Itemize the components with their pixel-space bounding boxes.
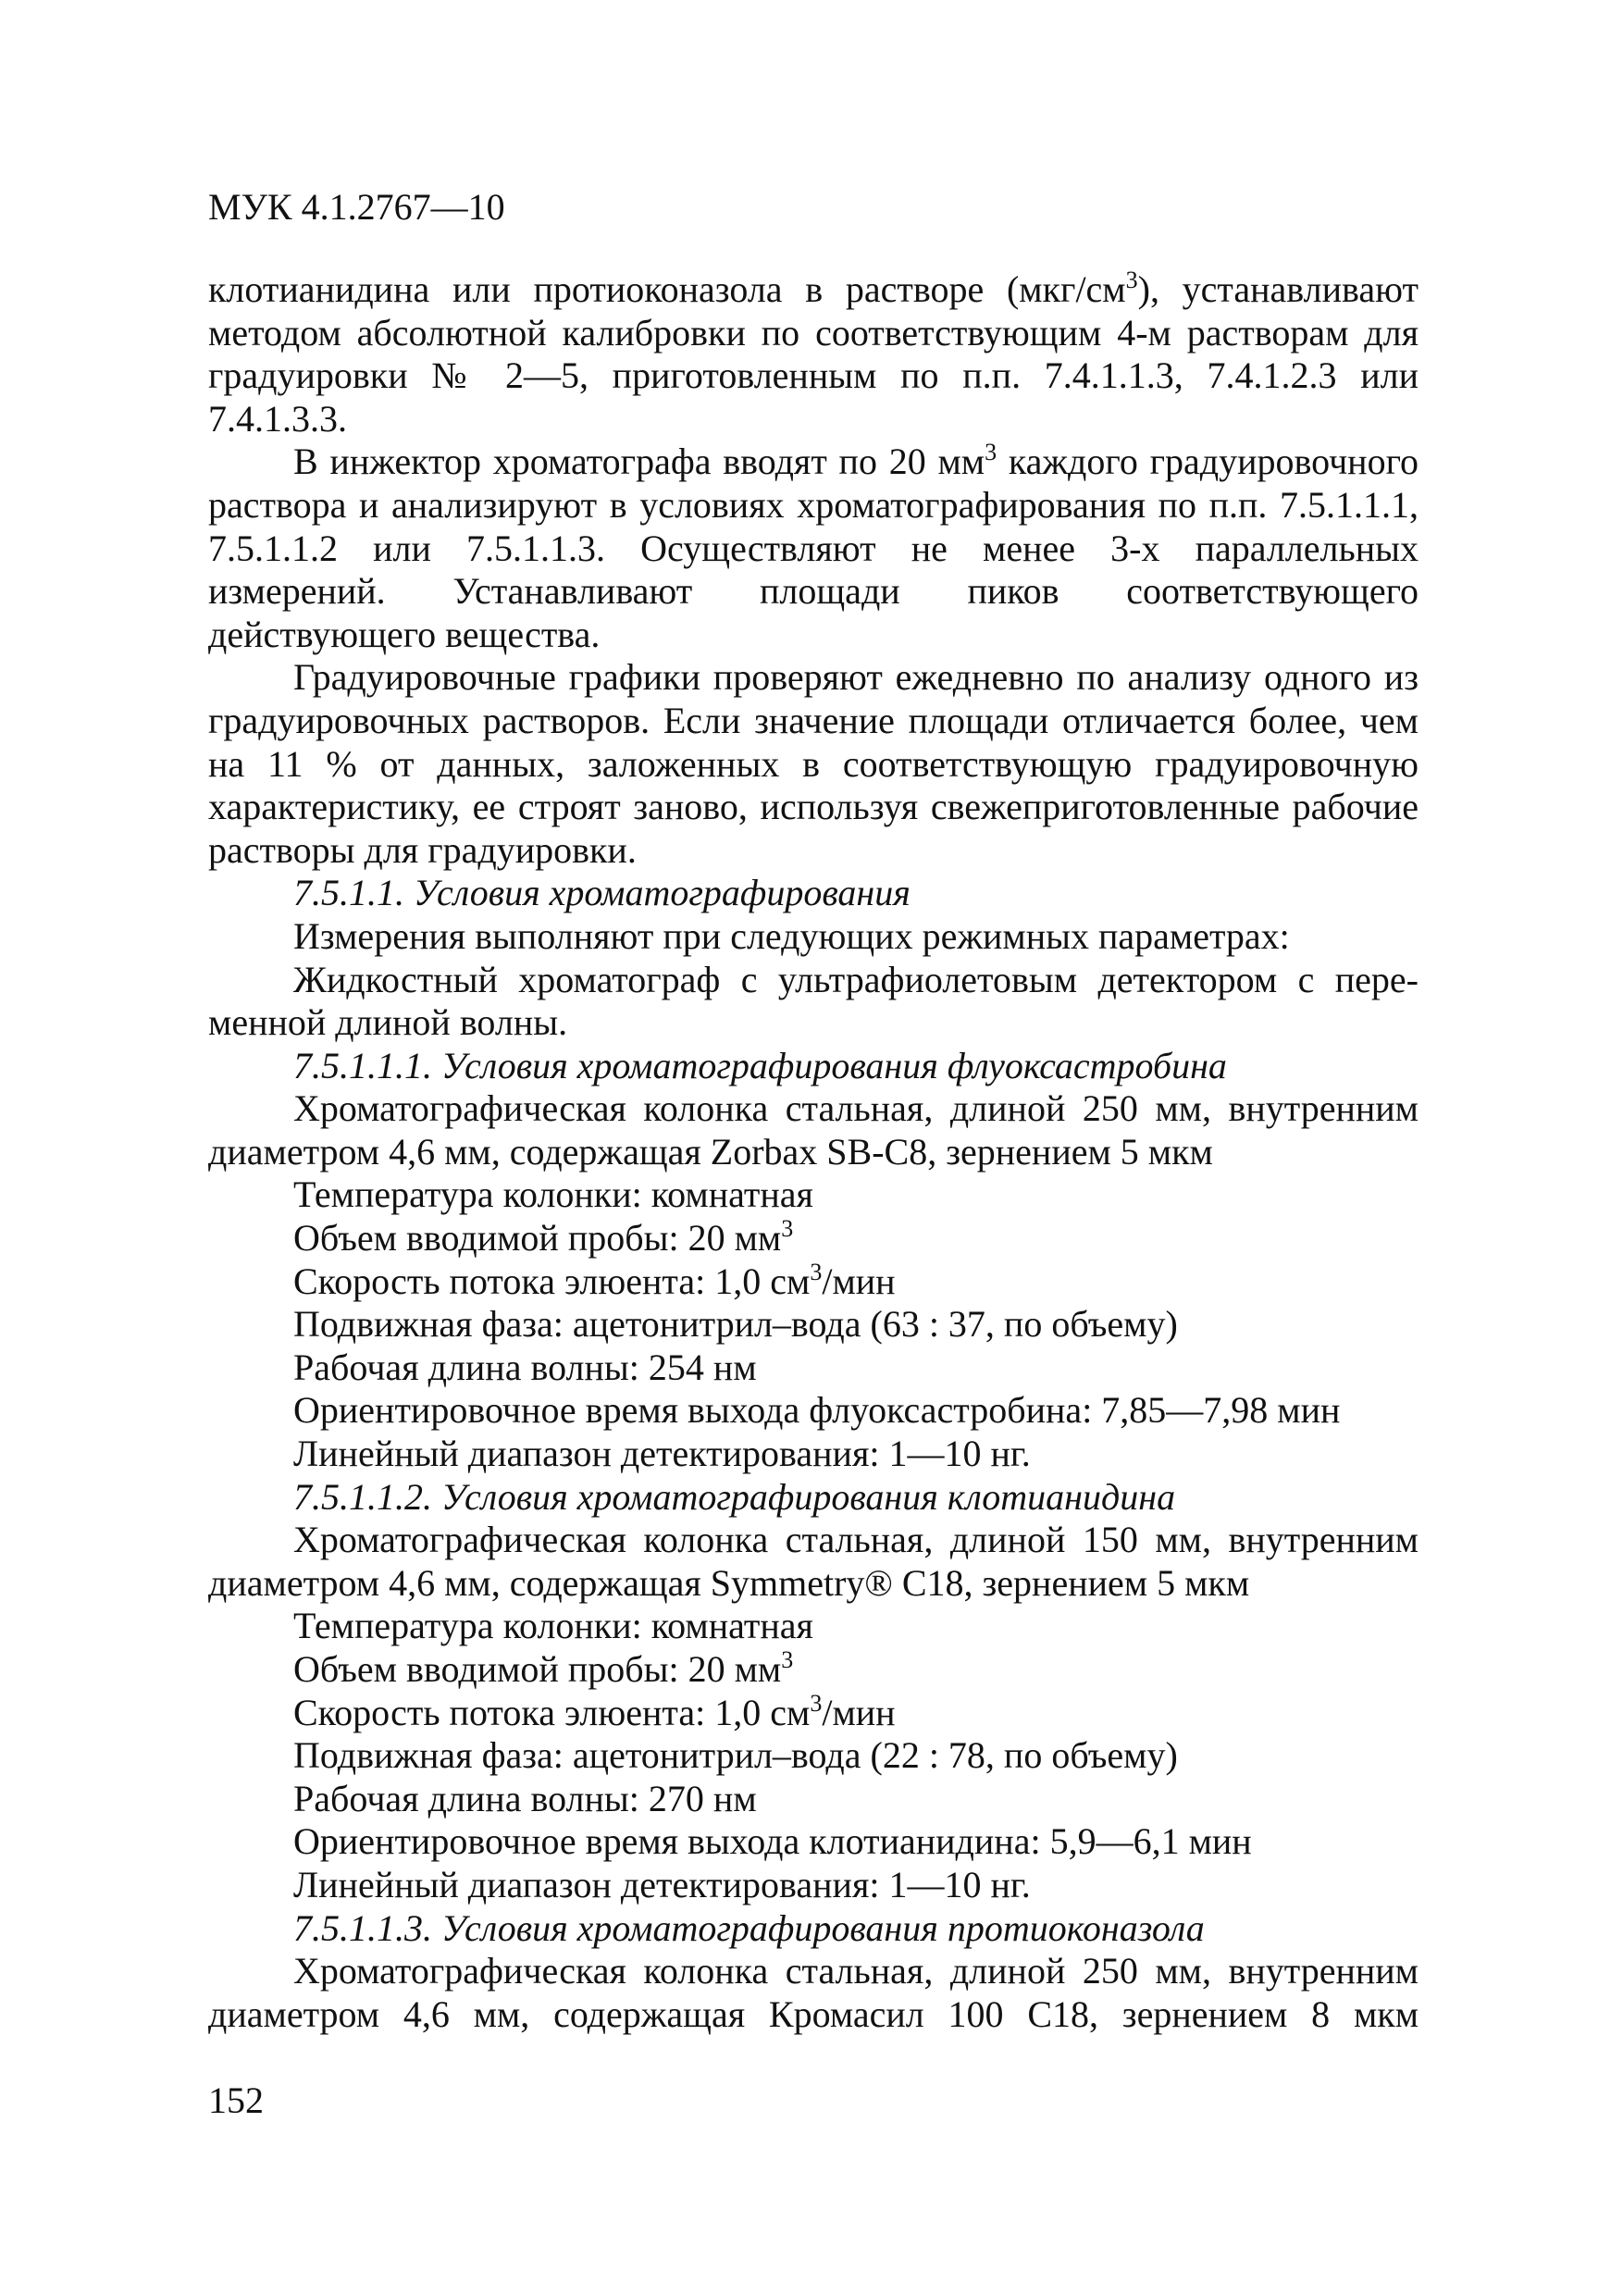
clothianidin-column: Хроматографическая колонка стальная, длиной 150 мм, внутренним диаметром 4,6 мм, содержащая Symmetry® C18, зернением 5 мкм [208, 1519, 1419, 1604]
running-header: МУК 4.1.2767—10 [208, 186, 505, 228]
section-heading-conditions: 7.5.1.1. Условия хроматографирования [293, 872, 911, 914]
prothioconazole-column: Хроматографическая колонка стальная, длиной 250 мм, внутренним диаметром 4,6 мм, содержащая Кромасил 100 С18, зернением 8 мкм [208, 1950, 1419, 2035]
main-text [208, 268, 1419, 2036]
paragraph-calibration-check: Градуировочные графики проверяют ежедневно по анализу одного из градуировочных растворов. Если значение площади отличается более, чем на 11 % от данных, заложенных в соответствующую градуировочную характеристику, ее строят заново, используя свежеприготовленные рабочие растворы для градуировки. [208, 656, 1419, 871]
clothianidin-flow: Скорость потока элюента: 1,0 $см^3$/мин [293, 1689, 896, 1733]
paragraph-injection: В инжектор хроматографа вводят по 20 $мм^3$ каждого градуировочного раствора и анализируют в условиях хроматографирования по п.п. 7.5.1.1.1, 7.5.1.1.2 или 7.5.1.1.3. Осуществляют не менее 3-х параллельных измерений. Устанавливают площади пиков соответствующего действующего вещества. [208, 439, 1419, 655]
clothianidin-temperature: Температура колонки: комнатная [293, 1605, 813, 1647]
paragraph-measurement-params: Измерения выполняют при следующих режимных параметрах: [293, 914, 1290, 957]
paragraph-calibration-method: клотианидина или протиоконазола в растворе $(мкг/см^3)$, устанавливают методом абсолютной калибровки по соответствующим 4-м растворам для градуировки № 2—5, приготовленным по п.п. 7.4.1.1.3, 7.4.1.2.3 или 7.4.1.3.3. [208, 267, 1419, 440]
clothianidin-wavelength: Рабочая длина волны: 270 нм [293, 1777, 757, 1819]
fluoxastrobin-column: Хроматографическая колонка стальная, длиной 250 мм, внутренним диаметром 4,6 мм, содержащая Zorbax SB-C8, зернением 5 мкм [208, 1087, 1419, 1173]
subsection-heading-prothioconazole: 7.5.1.1.3. Условия хроматографирования протиоконазола [293, 1906, 1205, 1949]
fluoxastrobin-flow: Скорость потока элюента: 1,0 $см^3$/мин [293, 1258, 896, 1302]
fluoxastrobin-mobile-phase: Подвижная фаза: ацетонитрил–вода (63 : 37, по объему) [293, 1303, 1178, 1346]
clothianidin-retention: Ориентировочное время выхода клотианидина: 5,9—6,1 мин [293, 1820, 1252, 1863]
page-number: 152 [208, 2079, 264, 2121]
paragraph-chromatograph: Жидкостный хроматограф с ультрафиолетовым детектором с переменной длиной волны. [208, 958, 1419, 1044]
subsection-heading-clothianidin: 7.5.1.1.2. Условия хроматографирования клотианидина [293, 1475, 1176, 1518]
clothianidin-range: Линейный диапазон детектирования: 1—10 нг. [293, 1863, 1031, 1905]
clothianidin-volume: Объем вводимой пробы: 20 $мм^3$ [293, 1646, 794, 1690]
clothianidin-mobile-phase: Подвижная фаза: ацетонитрил–вода (22 : 78, по объему) [293, 1734, 1178, 1777]
fluoxastrobin-retention: Ориентировочное время выхода флуоксастробина: 7,85—7,98 мин [293, 1389, 1341, 1432]
subsection-heading-fluoxastrobin: 7.5.1.1.1. Условия хроматографирования флуоксастробина [293, 1044, 1227, 1086]
fluoxastrobin-wavelength: Рабочая длина волны: 254 нм [293, 1346, 757, 1388]
fluoxastrobin-range: Линейный диапазон детектирования: 1—10 нг. [293, 1433, 1031, 1475]
fluoxastrobin-temperature: Температура колонки: комнатная [293, 1173, 813, 1216]
fluoxastrobin-volume: Объем вводимой пробы: 20 $мм^3$ [293, 1215, 794, 1260]
